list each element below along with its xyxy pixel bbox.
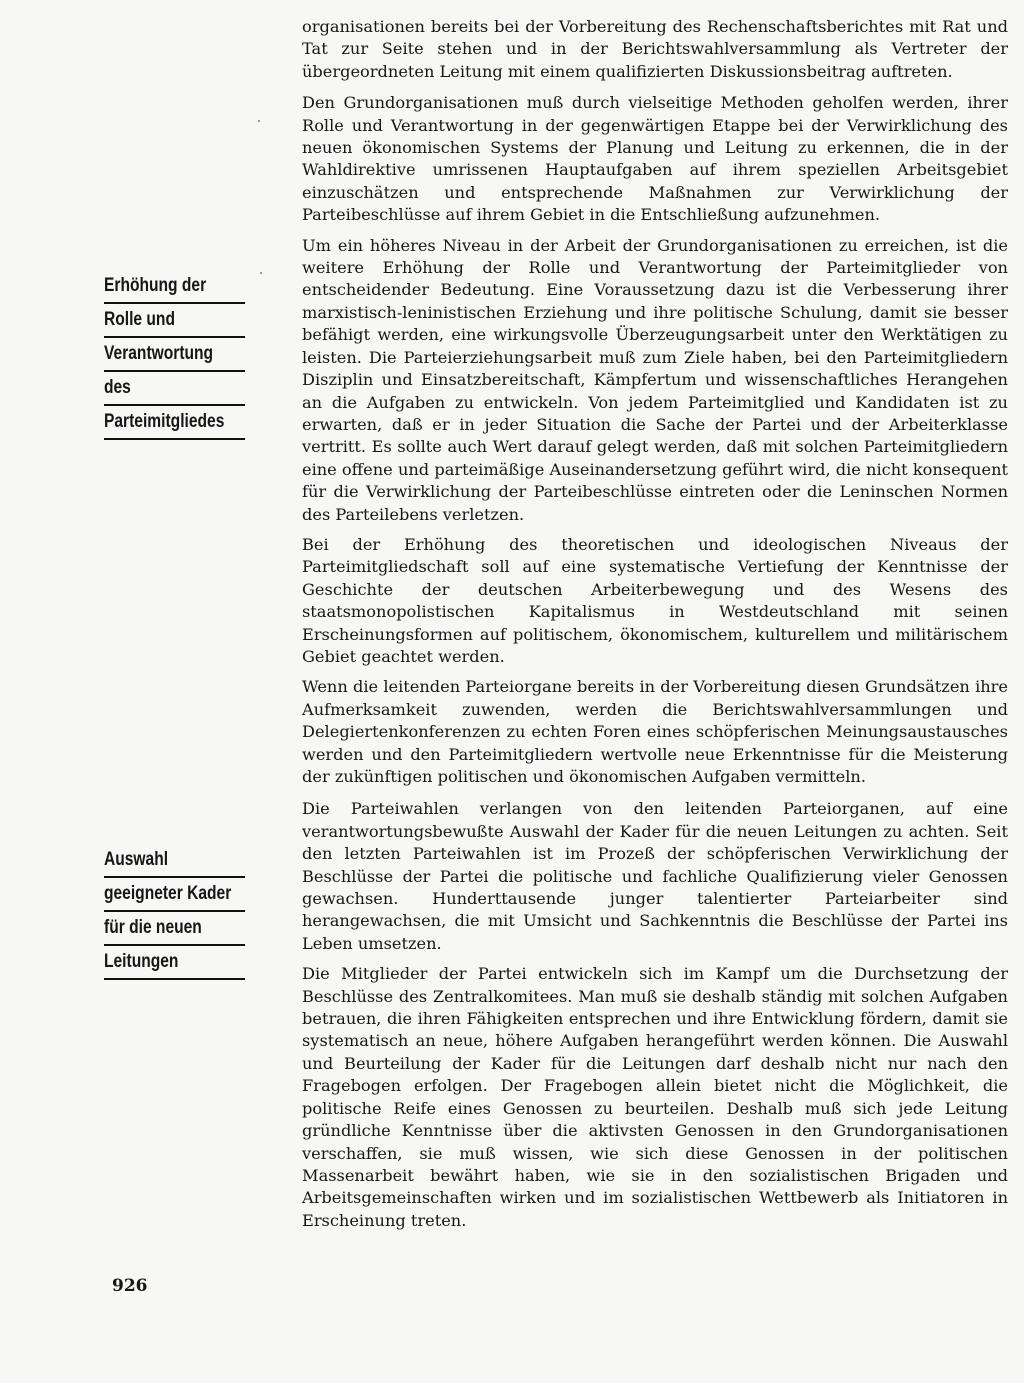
print-speck [260, 272, 262, 274]
paragraph: organisationen bereits bei der Vorbereitung des Rechenschaftsberichtes mit Rat und Tat zur Seite stehen und in der Berichtswahlversammlung als Vertreter der übergeordneten Leitung mit einem qualifizierten Diskussionsbeitrag auftreten. [302, 17, 1008, 81]
heading-line: geeigneter Kader [104, 882, 245, 912]
heading-line: für die neuen [104, 916, 245, 946]
paragraph: Den Grundorganisationen muß durch vielseitige Methoden geholfen werden, ihrer Rolle und Verantwortung in der gegenwärtigen Etappe bei der Verwirklichung des neuen ökonomischen Systems der Planung und Leitung zu erkennen, die in der Wahldirektive umrissenen Hauptaufgaben auf ihrem speziellen Arbeitsgebiet einzuschätzen und entsprechende Maßnahmen zur Verwirklichung der Parteibeschlüsse auf ihrem Gebiet in die Entschließung aufzunehmen. [302, 93, 1008, 225]
page-number: 926 [112, 1276, 148, 1296]
sidebar-heading-kader [104, 848, 276, 984]
heading-line: Parteimitgliedes [104, 410, 245, 440]
print-speck [258, 120, 260, 122]
heading-line: Rolle und [104, 308, 245, 338]
heading-line: Leitungen [104, 950, 245, 980]
paragraph: Die Parteiwahlen verlangen von den leitenden Parteiorganen, auf eine verantwortungsbewußte Auswahl der Kader für die neuen Leitungen zu achten. Seit den letzten Parteiwahlen ist im Prozeß der schöpferischen Verwirklichung der Beschlüsse der Partei die politische und fachliche Qualifizierung vieler Genossen gewachsen. Hunderttausende junger talentierter Parteiarbeiter sind herangewachsen, die mit Umsicht und Sachkenntnis die Beschlüsse der Partei ins Leben umsetzen. [302, 799, 1008, 953]
paragraph: Bei der Erhöhung des theoretischen und ideologischen Niveaus der Parteimitgliedschaft soll auf eine systematische Vertiefung der Kenntnisse der Geschichte der deutschen Arbeiterbewegung und des Wesens des staatsmonopolistischen Kapitalismus in Westdeutschland mit seinen Erscheinungsformen auf politischem, ökonomischem, kulturellem und militärischem Gebiet geachtet werden. [302, 534, 1008, 666]
heading-line: Verantwortung [104, 342, 245, 372]
paragraph: Wenn die leitenden Parteiorgane bereits in der Vorbereitung diesen Grundsätzen ihre Aufmerksamkeit zuwenden, werden die Berichtswahlversammlungen und Delegiertenkonferenzen zu echten Foren eines schöpferischen Meinungsaustausches werden und den Parteimitgliedern wertvolle neue Erkenntnisse für die Meisterung der zukünftigen politischen und ökonomischen Aufgaben vermitteln. [302, 677, 1008, 786]
heading-line: Erhöhung der [104, 274, 245, 304]
paragraph: Um ein höheres Niveau in der Arbeit der Grundorganisationen zu erreichen, ist die weitere Erhöhung der Rolle und Verantwortung der Parteimitglieder von entscheidender Bedeutung. Eine Voraussetzung dazu ist die Verbesserung ihrer marxistisch-leninistischen Erziehung und ihre politische Schulung, damit sie besser befähigt werden, eine wirkungsvolle Überzeugungsarbeit unter den Werktätigen zu leisten. Die Parteierziehungsarbeit muß zum Ziele haben, bei den Parteimitgliedern Disziplin und Einsatzbereitschaft, Kämpfertum und wissenschaftliches Herangehen an die Aufgaben zu entwickeln. Von jedem Parteimitglied und Kandidaten ist zu erwarten, daß er in jeder Situation die Sache der Partei und der Arbeiterklasse vertritt. Es sollte auch Wert darauf gelegt werden, daß mit solchen Parteimitgliedern eine offene und parteimäßige Auseinandersetzung geführt wird, die nicht konsequent für die Verwirklichung der Parteibeschlüsse eintreten oder die Leninschen Normen des Parteilebens verletzen. [302, 235, 1008, 524]
sidebar-heading-rolle [104, 274, 276, 444]
heading-line: Auswahl [104, 848, 245, 878]
paragraph: Die Mitglieder der Partei entwickeln sich im Kampf um die Durchsetzung der Beschlüsse des Zentralkomitees. Man muß sie deshalb ständig mit solchen Aufgaben betrauen, die ihren Fähigkeiten entsprechen und ihre Entwicklung fördern, damit sie systematisch an neue, höhere Aufgaben herangeführt werden können. Die Auswahl und Beurteilung der Kader für die Leitungen darf deshalb nicht nur nach den Fragebogen erfolgen. Der Fragebogen allein bietet nicht die Möglichkeit, die politische Reife eines Genossen zu beurteilen. Deshalb muß sich jede Leitung gründliche Kenntnisse über die aktivsten Genossen in den Grundorganisationen verschaffen, sie muß wissen, wie sich diese Genossen in der politischen Massenarbeit bewährt haben, wie sie in den sozialistischen Brigaden und Arbeitsgemeinschaften wirken und im sozialistischen Wettbewerb als Initiatoren in Erscheinung treten. [302, 964, 1008, 1230]
body-text [302, 16, 1008, 1232]
heading-line: des [104, 376, 245, 406]
